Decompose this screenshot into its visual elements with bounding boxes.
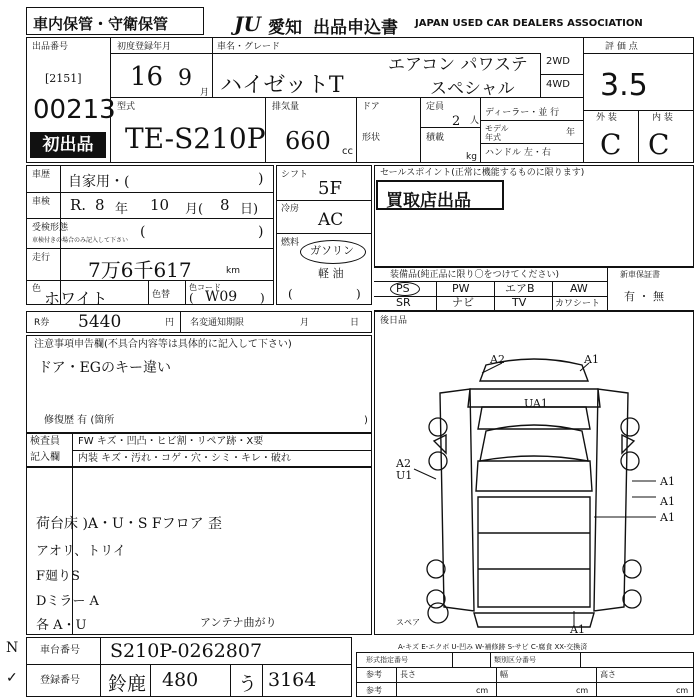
registration-month: 9 [178, 66, 192, 91]
color-value: ホワイト [44, 289, 108, 308]
registration-plate-label: 登録番号 [40, 675, 80, 686]
sales-point-label: セールスポイント(正常に機能するものに限ります) [380, 168, 585, 178]
equip-navi: ナビ [452, 296, 474, 309]
first-listing-badge: 初出品 [30, 132, 106, 158]
storage-text: 車内保管・守衛保管 [33, 15, 169, 33]
damage-mark-right-2: A1 [660, 495, 675, 508]
inspection-label: 車検 [32, 197, 51, 207]
back-entry-label: 後日品 [380, 316, 408, 326]
damage-mark-left-door: A2 [396, 457, 411, 470]
vehicle-grade-line1: エアコン パワステ [388, 55, 528, 75]
capacity-label: 定員 [426, 102, 445, 112]
transfer-month-unit: 月 [300, 318, 310, 328]
repair-history-label: 修復歴 有 (箇所 [44, 415, 115, 426]
fuel-diesel: 軽 油 [318, 267, 344, 280]
shape-label: 形状 [362, 133, 381, 143]
width-unit: cm [576, 686, 589, 695]
color-swap-open: ( [189, 291, 194, 305]
acceptance-close: ) [258, 224, 264, 240]
fuel-gasoline: ガソリン [310, 244, 354, 257]
mark-n: N [6, 640, 19, 656]
drive-2wd: 2WD [546, 56, 570, 67]
fuel-label: 燃料 [281, 238, 300, 248]
color-swap-close: ) [260, 291, 265, 305]
exterior-grade: C [600, 128, 622, 161]
lot-number-label: 出品番号 [32, 42, 69, 52]
tax-value: 5440 [78, 312, 122, 332]
damage-mark-right-3: A1 [660, 511, 675, 524]
shift-label: シフト [281, 170, 309, 180]
dealer-label: ディーラー・並 行 [485, 108, 560, 118]
registration-label: 初度登録年月 [117, 42, 172, 52]
vehicle-name: ハイゼットT [220, 73, 344, 98]
use-label: 車歴 [32, 170, 51, 180]
height-label: 高さ [600, 670, 616, 679]
equip-leather-seat: カワシート [555, 299, 601, 309]
color-code-label: 色コード [189, 283, 221, 292]
acceptance-open: ( [140, 224, 146, 240]
warranty-label: 新車保証書 [620, 270, 660, 279]
interior-label: 内 装 [652, 113, 673, 123]
displacement-value: 660 [285, 127, 331, 155]
sales-point-text: 買取店出品 [386, 191, 471, 211]
spare-label: スペア [396, 618, 420, 627]
rating-score: 3.5 [600, 68, 648, 103]
equip-sr: SR [396, 296, 411, 309]
model-year-label: モデル 年式 [485, 124, 509, 142]
ju-logo: JU [234, 12, 261, 36]
brand-name: 愛知 [268, 18, 302, 38]
damage-legend: A-キズ E-エクボ U-凹み W-補修跡 S-サビ C-腐食 XX-交換済 [398, 643, 588, 651]
length-label: 長さ [400, 670, 416, 679]
inspection-month-unit: 月( [185, 202, 204, 217]
ref-label: 参考 [366, 670, 382, 679]
car-damage-diagram [374, 311, 694, 635]
equip-aw: AW [570, 282, 588, 295]
door-label: ドア [362, 102, 380, 112]
ac-label: 冷房 [281, 204, 300, 214]
acceptance-label: 受検形態 [32, 223, 69, 233]
displacement-unit: cc [342, 146, 353, 157]
repair-history-close: ) [364, 415, 368, 426]
ac-value: AC [318, 210, 344, 230]
equipment-label: 装備品(純正品に限り〇をつけてください) [390, 270, 560, 280]
tax-unit: 円 [165, 318, 175, 328]
exterior-label: 外 装 [596, 113, 617, 123]
fuel-other-close: ) [356, 287, 361, 301]
damage-mark-left-door-2: U1 [396, 469, 413, 482]
mileage-label: 走行 [32, 253, 51, 263]
displacement-label: 排気量 [272, 102, 300, 112]
transfer-label: 名変通知期限 [190, 318, 245, 328]
equip-airbag: エアB [505, 282, 535, 295]
inspector-interior-row: 内装 キズ・汚れ・コゲ・穴・シミ・キレ・破れ [78, 453, 291, 464]
remark-gate: アオリ、トリイ [36, 544, 126, 559]
association-name: JAPAN USED CAR DEALERS ASSOCIATION [415, 18, 643, 29]
notes-text: ドア・EGのキー違い [38, 360, 171, 376]
storage-box [26, 7, 204, 35]
damage-mark-hood: UA1 [524, 397, 548, 410]
sales-point-stamp [376, 180, 504, 210]
plate-class: 480 [162, 669, 199, 691]
use-value: 自家用・( [68, 174, 130, 190]
width-label: 幅 [500, 670, 508, 679]
damage-mark-rear: A1 [570, 623, 585, 635]
vehicle-grade-line2: スペシャル [430, 79, 515, 99]
lot-number: 00213 [33, 95, 116, 125]
inspector-fw-row: FW キズ・凹凸・ヒビ割・リペア跡・X要 [78, 436, 264, 447]
use-close: ) [258, 171, 264, 187]
plate-kana: う [238, 673, 258, 695]
chassis-value: S210P-0262807 [110, 640, 263, 662]
load-unit: kg [466, 152, 477, 162]
registration-year: 16 [130, 62, 164, 92]
equip-pw: PW [452, 282, 470, 295]
vehicle-name-label: 車名・グレード [217, 42, 281, 52]
load-label: 積載 [426, 133, 445, 143]
remark-front: F廻りS [36, 569, 80, 584]
shift-value: 5F [318, 178, 342, 199]
plate-region: 鈴鹿 [108, 673, 147, 695]
inspection-day-unit: 日) [240, 202, 259, 217]
model-year-unit: 年 [566, 128, 576, 138]
equip-ps: PS [396, 282, 410, 295]
lot-sub-number: [2151] [45, 72, 82, 85]
model-label: 型式 [117, 102, 136, 112]
chassis-label: 車台番号 [40, 645, 80, 656]
rating-label: 評 価 点 [605, 42, 638, 52]
capacity-unit: 人 [470, 116, 480, 126]
inspection-era: R. [70, 196, 87, 214]
inspector-label-1: 検査員 [30, 436, 60, 447]
category-number-label: 類別区分番号 [494, 656, 536, 664]
model-value: TE-S210P [125, 122, 266, 155]
remark-bed-floor: 荷台床 )A・U・S Fフロア 歪 [36, 516, 223, 532]
color-label: 色 [32, 284, 42, 294]
remark-each: 各 A・U [36, 618, 87, 633]
color-code-value: W09 [205, 289, 238, 305]
inspection-year: 8 [95, 196, 105, 214]
tax-label: R券 [34, 318, 50, 328]
capacity-value: 2 [452, 114, 461, 129]
height-unit: cm [676, 686, 689, 695]
mileage-value: 7万6千617 [88, 258, 192, 282]
registration-month-unit: 月 [200, 88, 210, 98]
remark-antenna: アンテナ曲がり [200, 616, 277, 629]
inspector-label-2: 記入欄 [30, 452, 60, 463]
inspection-year-unit: 年 [115, 202, 129, 217]
drive-4wd: 4WD [546, 79, 570, 90]
mileage-unit: km [226, 266, 240, 276]
notes-label: 注意事項申告欄(不具合内容等は具体的に記入して下さい) [34, 339, 292, 350]
length-unit: cm [476, 686, 489, 695]
damage-mark-front-left: A2 [490, 353, 505, 366]
warranty-value: 有 ・ 無 [624, 290, 664, 303]
fuel-other-open: ( [288, 287, 293, 301]
remark-mirror: Dミラー A [36, 594, 99, 609]
ref-label-2: 参考 [366, 686, 382, 695]
acceptance-note: 車検付きの場合のみ記入して下さい [32, 237, 129, 244]
form-title: 出品申込書 [313, 18, 398, 38]
plate-number: 3164 [268, 669, 317, 691]
details-section [26, 165, 274, 305]
damage-mark-right-1: A1 [660, 475, 675, 488]
type-number-label: 形式指定番号 [366, 656, 408, 664]
transfer-day-unit: 日 [350, 318, 360, 328]
mark-check: ✓ [6, 670, 18, 686]
inspection-day: 8 [220, 196, 230, 214]
handle-label: ハンドル 左・右 [485, 148, 551, 158]
damage-mark-front-right: A1 [584, 353, 599, 366]
inspection-month: 10 [150, 196, 170, 214]
equip-tv: TV [512, 296, 527, 309]
interior-grade: C [648, 128, 670, 161]
color-swap-label: 色替 [152, 290, 171, 300]
